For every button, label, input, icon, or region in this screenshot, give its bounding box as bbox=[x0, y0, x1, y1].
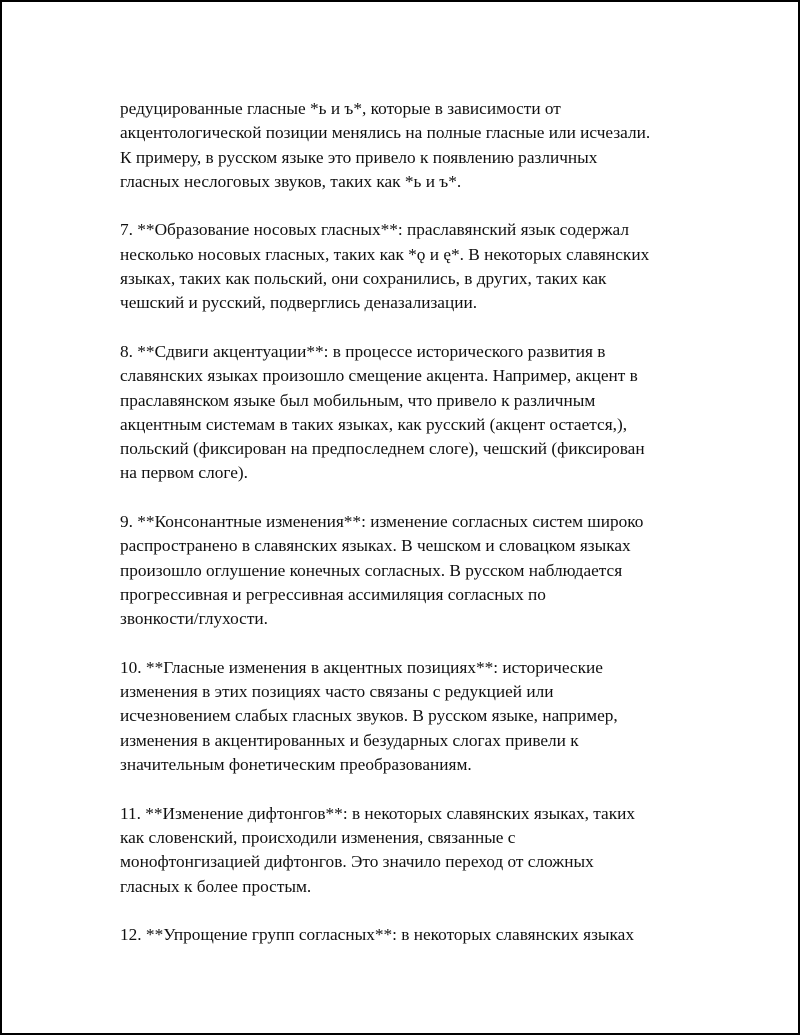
text-line: гласных неслоговых звуков, таких как *ь и ъ*. bbox=[120, 171, 462, 191]
text-line: изменения в акцентированных и безударных слогах привели к bbox=[120, 730, 579, 750]
text-line: несколько носовых гласных, таких как *ǫ и ę*. В некоторых славянских bbox=[120, 244, 650, 264]
text-line: чешский и русский, подверглись деназализации. bbox=[120, 293, 478, 313]
text-line: редуцированные гласные *ь и ъ*, которые в зависимости от bbox=[120, 99, 561, 118]
text-line: 9. **Консонантные изменения**: изменение согласных систем широко bbox=[120, 512, 644, 532]
text-line: праславянском языке был мобильным, что привело к различным bbox=[120, 390, 596, 410]
text-line: изменения в этих позициях часто связаны с редукцией или bbox=[120, 682, 554, 702]
text-line: 12. **Упрощение групп согласных**: в некоторых славянских языках bbox=[120, 925, 634, 945]
text-line: монофтонгизацией дифтонгов. Это значило переход от сложных bbox=[120, 852, 594, 872]
document-body bbox=[120, 97, 700, 972]
text-line: акцентным системам в таких языках, как русский (акцент остается,), bbox=[120, 414, 628, 434]
text-line: исчезновением слабых гласных звуков. В русском языке, например, bbox=[120, 706, 618, 726]
text-line: произошло оглушение конечных согласных. В русском наблюдается bbox=[120, 560, 623, 580]
text-line: К примеру, в русском языке это привело к появлению различных bbox=[120, 147, 598, 167]
text-line: 10. **Гласные изменения в акцентных позициях**: исторические bbox=[120, 657, 603, 677]
text-line: гласных к более простым. bbox=[120, 876, 312, 896]
text-line: прогрессивная и регрессивная ассимиляция согласных по bbox=[120, 584, 546, 604]
paragraph-item-11 bbox=[120, 802, 700, 899]
text-line: как словенский, происходили изменения, связанные с bbox=[120, 827, 516, 847]
text-line: 11. **Изменение дифтонгов**: в некоторых славянских языках, таких bbox=[120, 803, 636, 823]
text-line: 7. **Образование носовых гласных**: праславянский язык содержал bbox=[120, 220, 629, 240]
text-line: языках, таких как польский, они сохранились, в других, таких как bbox=[120, 269, 607, 289]
paragraph-item-10 bbox=[120, 656, 700, 777]
paragraph-item-8 bbox=[120, 340, 700, 486]
text-line: на первом слоге). bbox=[120, 463, 248, 483]
text-line: славянских языках произошло смещение акцента. Например, акцент в bbox=[120, 366, 638, 386]
text-line: звонкости/глухости. bbox=[120, 609, 268, 629]
text-line: акцентологической позиции менялись на полные гласные или исчезали. bbox=[120, 123, 651, 143]
text-line: распространено в славянских языках. В чешском и словацком языках bbox=[120, 536, 631, 556]
text-line: польский (фиксирован на предпоследнем слоге), чешский (фиксирован bbox=[120, 439, 645, 459]
text-line: значительным фонетическим преобразованиям. bbox=[120, 755, 472, 775]
paragraph-item-7 bbox=[120, 218, 700, 315]
text-line: 8. **Сдвиги акцентуации**: в процессе исторического развития в bbox=[120, 341, 606, 361]
paragraph-item-9 bbox=[120, 510, 700, 631]
paragraph-intro bbox=[120, 97, 700, 194]
paragraph-item-12 bbox=[120, 923, 700, 947]
